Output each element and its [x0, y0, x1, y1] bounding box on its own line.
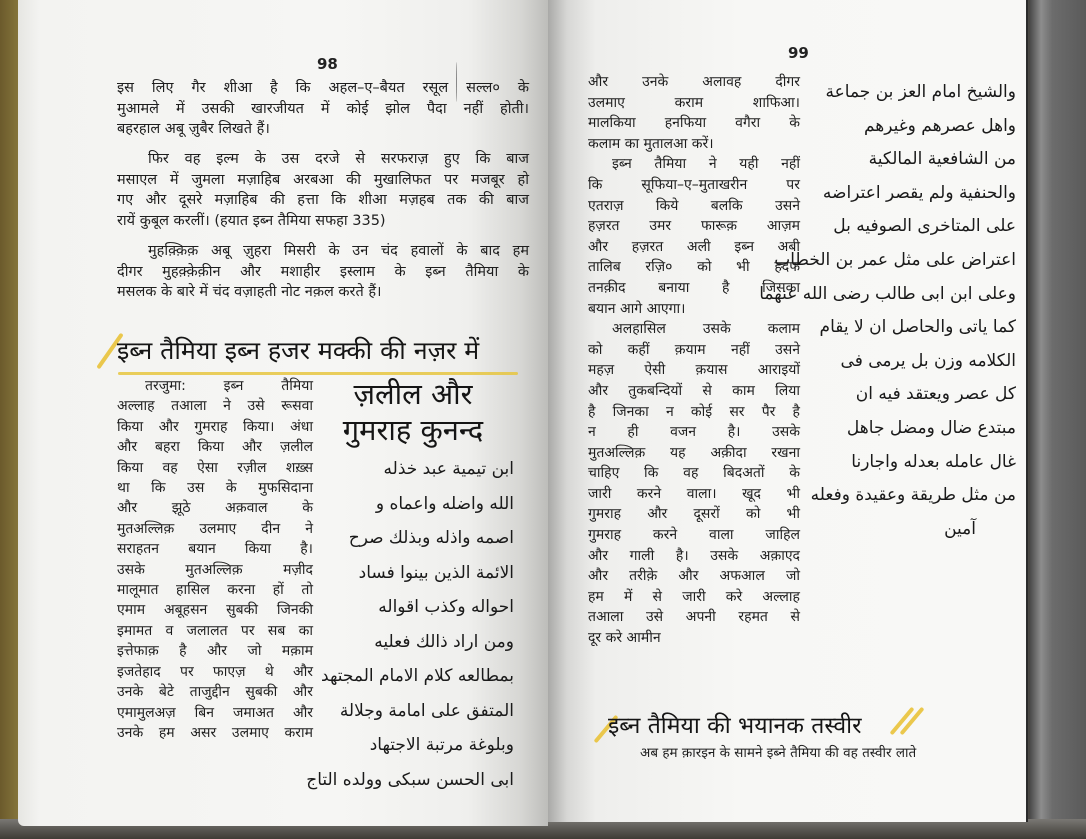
left-page: [18, 0, 548, 826]
text-line: गुमराह और दूसरों को भी: [588, 506, 800, 523]
translation-column: [117, 376, 313, 743]
text-line: मुतअल्लिक़ उलमाए दीन ने: [117, 520, 313, 537]
highlighter-underline: [118, 372, 518, 375]
text-line: हम में से जारी करे अल्लाह: [588, 588, 800, 605]
text-line: दीगर मुहक़्क़ेक़ीन और मशाहीर इस्लाम के इब्न तैमिया के: [117, 263, 529, 280]
text-line: और झूठे अक़वाल के: [117, 500, 313, 517]
section-heading: इब्न तैमिया इब्न हजर मक्की की नज़र में: [117, 336, 480, 365]
text-line: इब्न तैमिया ने यही नहीं: [612, 156, 800, 173]
text-line: और गाली है। उसके अक़ाएद: [588, 547, 800, 564]
text-line: तनक़ीद बनाया है जिसका: [588, 279, 800, 296]
text-line: किया और गुमराह किया। अंधा: [117, 418, 313, 435]
pencil-mark: [456, 62, 457, 102]
third-paragraph: [117, 241, 529, 303]
arabic-line: كل عصر ويعتقد فيه ان: [855, 384, 1016, 405]
text-line: अल्लाह तआला ने उसे रूसवा: [117, 398, 313, 415]
text-line: बहरहाल अबू ज़ुबैर लिखते हैं।: [117, 121, 270, 138]
text-line: चाहिए कि वह बिदअतों के: [588, 465, 800, 482]
hindi-column: [588, 72, 800, 649]
arabic-line: كما ياتى والحاصل ان لا يقام: [819, 317, 1016, 338]
section-heading-right: इब्न तैमिया की भयानक तस्वीर: [608, 713, 862, 739]
text-line: महज़ ऐसी क़यास आराइयों: [588, 362, 800, 379]
side-heading: [308, 376, 518, 448]
text-line: इमामत व जलालत पर सब का: [117, 622, 313, 639]
text-line: मसलक के बारे में चंद वज़ाहती नोट नक़ल करते हैं।: [117, 284, 382, 301]
text-line: उनके बेटे ताजुद्दीन सुबकी और: [117, 684, 313, 701]
text-line: इस लिए गैर शीआ है कि अहल–ए–बैयत रसूल सल्ल० के: [117, 80, 529, 96]
text-line: मालकिया हनफिया वगैरा के: [588, 115, 800, 132]
text-line: और बहरा किया और ज़लील: [117, 439, 313, 456]
right-page: [548, 0, 1028, 822]
text-line: मालूमात हासिल करना हों तो: [117, 582, 313, 599]
arabic-line: من الشافعية المالكية: [868, 149, 1016, 170]
text-line: मुआमले में उसकी खारजीयत में कोई झोल पैदा नहीं होती।: [117, 100, 529, 117]
text-line: दूर करे आमीन: [588, 630, 661, 647]
arabic-line: والحنفية ولم يقصر اعتراضه: [822, 182, 1016, 203]
text-line: हज़रत उमर फारूक़ आज़म: [588, 218, 800, 235]
text-line: कि सूफिया–ए–मुताखरीन पर: [588, 176, 800, 193]
arabic-line: آمين: [944, 518, 976, 539]
text-line: उसके मुतअल्लिक़ मज़ीद: [117, 561, 313, 578]
closing-line: अब हम क़ारइन के सामने इब्ने तैमिया की वह तस्वीर लाते: [640, 745, 917, 761]
text-line: तआला उसे अपनी रहमत से: [588, 609, 800, 626]
text-line: तरजुमा: इब्न तैमिया: [145, 378, 313, 394]
text-line: बयान आगे आएगा।: [588, 300, 686, 317]
text-line: किया वह ऐसा रज़ील शख़्स: [117, 459, 313, 476]
intro-paragraph: [117, 78, 529, 140]
arabic-line: على المتاخرى الصوفيه بل: [833, 216, 1016, 237]
arabic-line: الكلامه وزن بل يرمى فى: [840, 350, 1016, 371]
text-line: और तरीक़े और अफआल जो: [588, 568, 800, 585]
text-line: इजतेहाद पर फाएज़ थे और: [117, 663, 313, 680]
arabic-line: واهل عصرهم وغيرهم: [863, 115, 1016, 136]
text-line: जारी करने वाला। खूद भी: [588, 485, 800, 502]
text-line: और तुकबन्दियों से काम लिया: [588, 382, 800, 399]
arabic-column-left: [306, 452, 514, 797]
text-line: फिर वह इल्म के उस दरजे से सरफराज़ हुए कि बाज: [148, 151, 529, 167]
arabic-line: والشيخ امام العز بن جماعة: [825, 82, 1016, 102]
text-line: सराहतन बयान किया है।: [117, 541, 313, 558]
text-line: और हज़रत अली इब्न अबी: [588, 238, 800, 255]
text-line: गए और दूसरे मज़ाहिब की हत्ता कि शीआ मज़हब तक की बाज: [117, 192, 529, 209]
text-line: और उनके अलावह दीगर: [588, 74, 800, 90]
text-line: गुमराह करने वाला जाहिल: [588, 527, 800, 544]
text-line: है जिनका न कोई सर पैर है: [588, 403, 800, 420]
arabic-line: ابی الحسن سبكى وولده التاج: [306, 769, 514, 790]
arabic-line: احواله وكذب اقواله: [378, 597, 514, 617]
text-line: एतराज़ किये बलकि उसने: [588, 197, 800, 214]
text-line: एमामुलअज़ बिन जमाअत और: [117, 704, 313, 721]
text-line: अलहासिल उसके कलाम: [612, 321, 800, 338]
text-line: मुतअल्लिक़ यह अक़ीदा रखना: [588, 444, 800, 461]
text-line: एमाम अबूहसन सुबकी जिनकी: [117, 602, 313, 619]
arabic-line: ومن اراد ذالك فعليه: [374, 631, 514, 652]
text-line: था कि उस के मुफसिदाना: [117, 480, 313, 497]
text-line: उलमाए कराम शाफिआ।: [588, 94, 800, 111]
side-heading-line: गुमराह कुनन्द: [342, 413, 484, 447]
arabic-line: الائمة الذين بينوا فساد: [358, 562, 514, 583]
side-heading-line: ज़लील और: [353, 377, 473, 411]
book-edge-right: [1030, 0, 1086, 839]
arabic-line: ابن تيمية عبد خذله: [383, 459, 514, 479]
second-paragraph: [117, 149, 529, 231]
text-line: कलाम का मुतालआ करें।: [588, 135, 714, 152]
arabic-line: غال عامله بعدله واجارنا: [851, 451, 1016, 472]
arabic-line: مبتدع ضال ومضل جاهل: [846, 417, 1016, 438]
text-line: मुहक़्क़िक़ अबू ज़ुहरा मिसरी के उन चंद हवालों के बाद हम: [148, 243, 529, 259]
page-number-left: 98: [317, 55, 338, 73]
arabic-line: وعلى ابن ابى طالب رضى الله عنهما: [759, 283, 1016, 304]
arabic-line: اصمه واذله وبذلك صرح: [348, 528, 514, 548]
arabic-line: وبلوغة مرتبة الاجتهاد: [369, 735, 514, 755]
arabic-column-right: [759, 76, 1016, 546]
arabic-line: الله واضله واعماه و: [375, 493, 514, 514]
text-line: रायें कुबूल करलीं। (हयात इब्न तैमिया सफहा 335): [117, 212, 386, 229]
arabic-line: اعتراض على مثل عمر بن الخطاب: [774, 249, 1016, 270]
arabic-line: المتفق على امامة وجلالة: [339, 700, 514, 721]
text-line: मसाएल में जुमला मज़ाहिब अरबआ की मुखालिफत पर मजबूर हो: [117, 171, 529, 188]
text-line: को कहीं क़याम नहीं उसने: [588, 341, 800, 358]
text-line: न ही वजन है। उसके: [588, 424, 800, 441]
text-line: उनके हम असर उलमाए कराम: [117, 724, 313, 741]
arabic-line: من مثل طريقة وعقيدة وفعله: [810, 485, 1016, 506]
page-number-right: 99: [788, 44, 809, 62]
arabic-line: بمطالعه كلام الامام المجتهد: [321, 666, 514, 686]
text-line: इत्तेफाक़ है और जो मक़ाम: [117, 643, 313, 660]
text-line: तालिब रज़ि० को भी हदफ: [588, 259, 800, 276]
